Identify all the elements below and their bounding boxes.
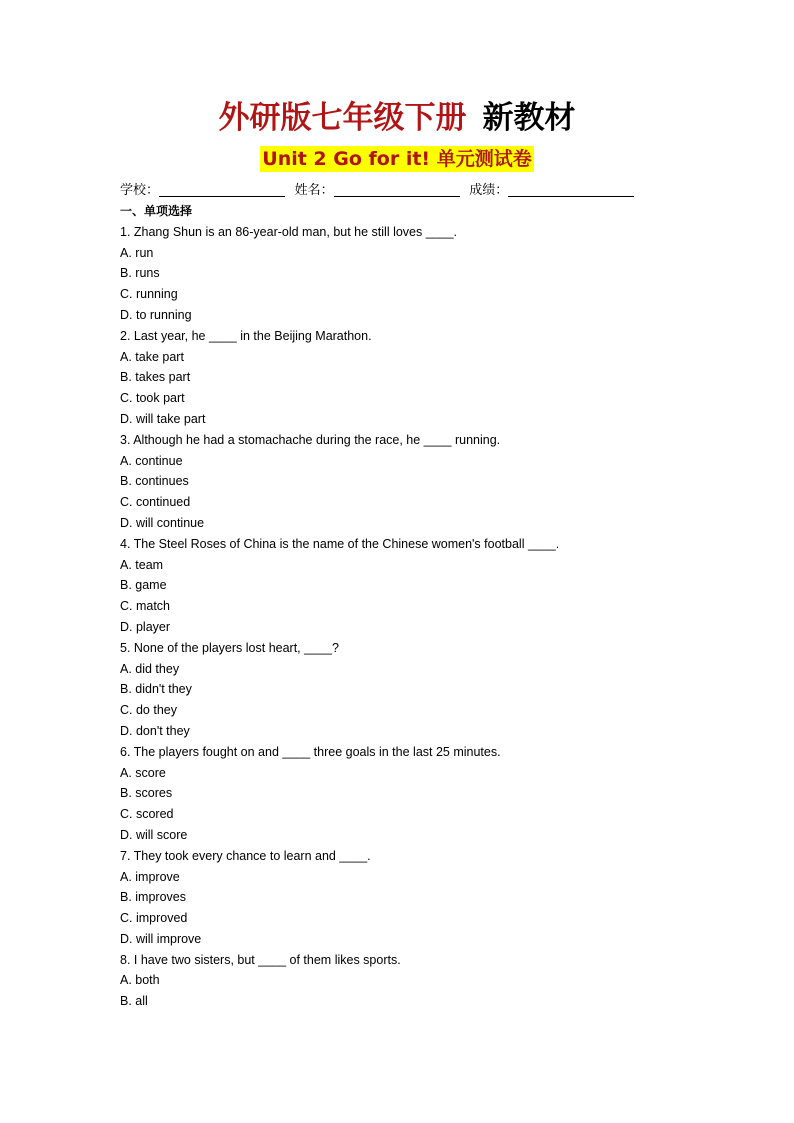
section-heading: 一、单项选择 [120, 204, 193, 218]
option-line: D. will take part [120, 411, 206, 426]
question-line: 2. Last year, he ____ in the Beijing Marathon. [120, 328, 372, 343]
question-line: 3. Although he had a stomachache during the race, he ____ running. [120, 432, 501, 447]
option-line: C. scored [120, 807, 174, 822]
option-line: D. to running [120, 307, 192, 322]
option-line: A. did they [120, 661, 180, 676]
subtitle-container [0, 146, 794, 172]
option-line: B. continues [120, 474, 189, 489]
question-list [120, 201, 720, 1012]
option-line: B. takes part [120, 370, 191, 385]
score-label: 成绩： [469, 182, 509, 197]
option-line: B. improves [120, 890, 186, 905]
option-line: A. improve [120, 869, 180, 884]
question-line: 4. The Steel Roses of China is the name of the Chinese women's football ____. [120, 536, 560, 551]
option-line: B. game [120, 578, 167, 593]
student-info-row [120, 181, 634, 199]
document-subtitle: Unit 2 Go for it! 单元测试卷 [262, 148, 532, 170]
title-suffix: 新教材 [482, 100, 576, 136]
option-line: D. will improve [120, 931, 202, 946]
question-line: 6. The players fought on and ____ three goals in the last 25 minutes. [120, 744, 501, 759]
option-line: A. score [120, 765, 166, 780]
question-line: 7. They took every chance to learn and ____. [120, 848, 371, 863]
option-line: A. take part [120, 349, 184, 364]
document-title [0, 96, 794, 140]
option-line: D. don't they [120, 723, 190, 738]
option-line: C. running [120, 287, 178, 302]
question-line: 1. Zhang Shun is an 86-year-old man, but he still loves ____. [120, 224, 458, 239]
option-line: C. match [120, 599, 171, 614]
option-line: C. improved [120, 911, 188, 926]
option-line: C. continued [120, 495, 191, 510]
name-blank [334, 182, 460, 197]
option-line: A. continue [120, 453, 183, 468]
option-line: D. will continue [120, 515, 205, 530]
school-label: 学校： [120, 182, 160, 197]
school-blank [159, 182, 285, 197]
option-line: D. player [120, 619, 171, 634]
option-line: B. runs [120, 266, 160, 281]
option-line: A. team [120, 557, 164, 572]
option-line: B. didn't they [120, 682, 192, 697]
option-line: A. run [120, 245, 154, 260]
option-line: C. took part [120, 391, 185, 406]
name-label: 姓名： [294, 182, 334, 197]
option-line: B. scores [120, 786, 173, 801]
question-line: 5. None of the players lost heart, ____? [120, 640, 339, 655]
option-line: D. will score [120, 827, 188, 842]
option-line: B. all [120, 994, 148, 1009]
option-line: C. do they [120, 703, 177, 718]
question-line: 8. I have two sisters, but ____ of them likes sports. [120, 952, 401, 967]
title-main: 外研版七年级下册 [218, 100, 467, 136]
score-blank [508, 182, 634, 197]
option-line: A. both [120, 973, 160, 988]
